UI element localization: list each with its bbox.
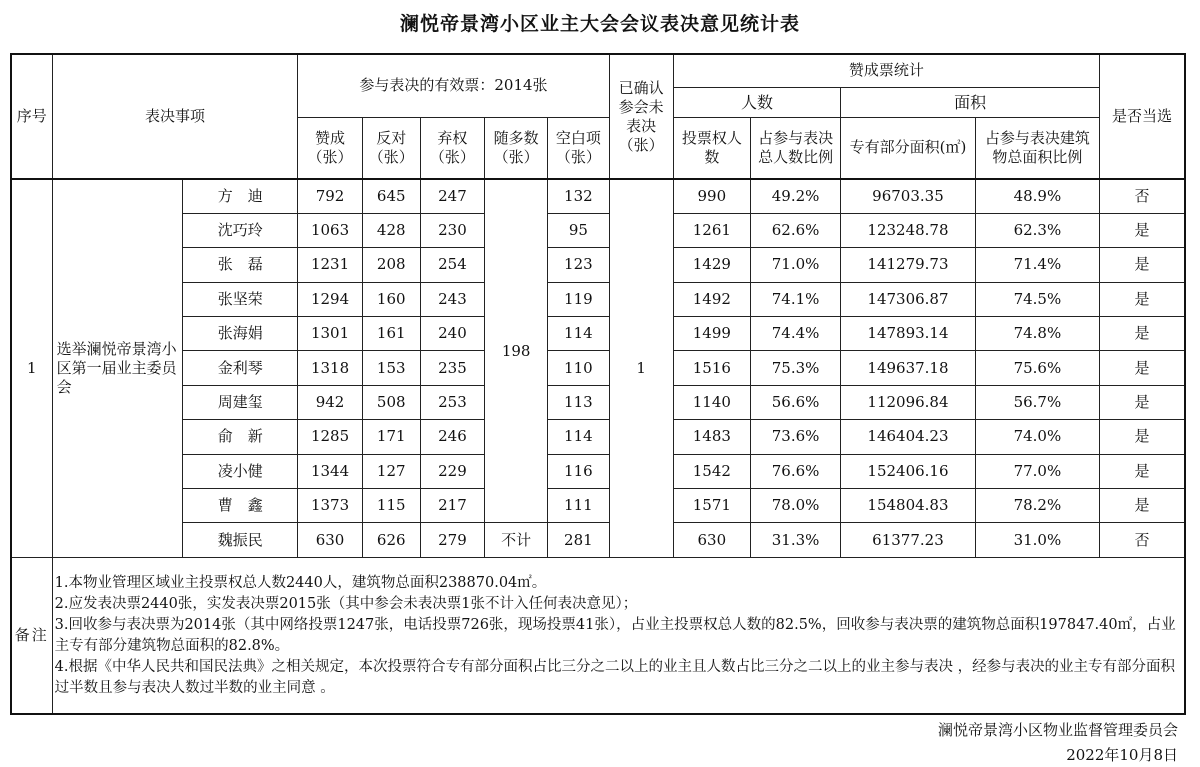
candidate-name: 曹 鑫 (183, 489, 298, 523)
area-ratio: 48.9% (975, 179, 1099, 213)
header-oppose: 反对（张） (362, 117, 420, 179)
oppose-count: 127 (362, 454, 420, 488)
header-follow-majority: 随多数（张） (485, 117, 548, 179)
abstain-count: 253 (420, 385, 484, 419)
item-seq: 1 (11, 179, 52, 557)
header-seq: 序号 (11, 54, 52, 179)
blank-count: 110 (548, 351, 609, 385)
area-ratio: 74.5% (975, 282, 1099, 316)
vote-statistics-table (10, 53, 1186, 715)
oppose-count: 508 (362, 385, 420, 419)
approve-count: 1301 (298, 317, 362, 351)
voters-ratio: 56.6% (750, 385, 840, 419)
note-2: 2.应发表决票2440张，实发表决票2015张（其中参会未表决票1张不计入任何表决意见）； (54, 595, 638, 612)
approve-count: 1231 (298, 248, 362, 282)
blank-count: 116 (548, 454, 609, 488)
voters-ratio: 74.4% (750, 317, 840, 351)
exclusive-area: 112096.84 (841, 385, 975, 419)
blank-count: 114 (548, 317, 609, 351)
area-ratio: 62.3% (975, 213, 1099, 247)
candidate-name: 金利琴 (183, 351, 298, 385)
exclusive-area: 152406.16 (841, 454, 975, 488)
candidate-name: 方 迪 (183, 179, 298, 213)
footer-organization: 澜悦帝景湾小区物业监督管理委员会 (937, 721, 1178, 739)
abstain-count: 243 (420, 282, 484, 316)
header-confirmed-no-vote: 已确认参会未表决（张） (609, 54, 673, 179)
area-ratio: 56.7% (975, 385, 1099, 419)
voters-ratio: 78.0% (750, 489, 840, 523)
voters-ratio: 75.3% (750, 351, 840, 385)
header-exclusive-area: 专有部分面积(㎡) (841, 117, 975, 179)
header-area: 面积 (841, 87, 1100, 117)
page-title: 澜悦帝景湾小区业主大会会议表决意见统计表 (399, 13, 800, 35)
header-approve: 赞成（张） (298, 117, 362, 179)
approve-count: 1294 (298, 282, 362, 316)
voters-count: 1429 (673, 248, 750, 282)
table-row (11, 248, 1185, 282)
elected-status: 是 (1100, 282, 1185, 316)
oppose-count: 171 (362, 420, 420, 454)
blank-count: 111 (548, 489, 609, 523)
elected-status: 是 (1100, 351, 1185, 385)
candidate-name: 周建玺 (183, 385, 298, 419)
table-row (11, 317, 1185, 351)
area-ratio: 74.0% (975, 420, 1099, 454)
notes-content (52, 557, 1185, 714)
candidate-name: 张海娟 (183, 317, 298, 351)
exclusive-area: 146404.23 (841, 420, 975, 454)
candidate-name: 沈巧玲 (183, 213, 298, 247)
blank-count: 114 (548, 420, 609, 454)
voters-count: 630 (673, 523, 750, 557)
area-ratio: 71.4% (975, 248, 1099, 282)
exclusive-area: 147893.14 (841, 317, 975, 351)
abstain-count: 246 (420, 420, 484, 454)
confirmed-no-vote-count: 1 (609, 179, 673, 557)
voters-count: 1483 (673, 420, 750, 454)
voters-count: 1542 (673, 454, 750, 488)
oppose-count: 161 (362, 317, 420, 351)
approve-count: 1318 (298, 351, 362, 385)
voters-count: 1140 (673, 385, 750, 419)
voters-count: 990 (673, 179, 750, 213)
candidate-name: 张 磊 (183, 248, 298, 282)
footer-date: 2022年10月8日 (1066, 746, 1178, 764)
oppose-count: 160 (362, 282, 420, 316)
elected-status: 是 (1100, 385, 1185, 419)
note-4: 4.根据《中华人民共和国民法典》之相关规定，本次投票符合专有部分面积占比三分之二以上的业主且人数占比三分之二以上的业主参与表决 ，经参与表决的业主专有部分面积过半数且参与表决人数过半数的业主同意 。 (54, 658, 1176, 696)
note-1: 1.本物业管理区域业主投票权总人数2440人，建筑物总面积238870.04㎡。 (54, 574, 547, 591)
elected-status: 否 (1100, 179, 1185, 213)
blank-count: 119 (548, 282, 609, 316)
voters-ratio: 31.3% (750, 523, 840, 557)
blank-count: 95 (548, 213, 609, 247)
voters-count: 1492 (673, 282, 750, 316)
oppose-count: 626 (362, 523, 420, 557)
elected-status: 是 (1100, 489, 1185, 523)
follow-majority-count: 198 (485, 179, 548, 523)
exclusive-area: 61377.23 (841, 523, 975, 557)
elected-status: 是 (1100, 454, 1185, 488)
elected-status: 是 (1100, 248, 1185, 282)
header-voters-ratio: 占参与表决总人数比例 (750, 117, 840, 179)
abstain-count: 229 (420, 454, 484, 488)
oppose-count: 428 (362, 213, 420, 247)
header-blank: 空白项（张） (548, 117, 609, 179)
approve-count: 1063 (298, 213, 362, 247)
table-row (11, 213, 1185, 247)
abstain-count: 230 (420, 213, 484, 247)
table-row (11, 282, 1185, 316)
elected-status: 是 (1100, 420, 1185, 454)
elected-status: 是 (1100, 317, 1185, 351)
candidate-name: 魏振民 (183, 523, 298, 557)
voters-ratio: 73.6% (750, 420, 840, 454)
table-row (11, 489, 1185, 523)
header-voters: 投票权人数 (673, 117, 750, 179)
table-row (11, 179, 1185, 213)
voters-ratio: 74.1% (750, 282, 840, 316)
area-ratio: 74.8% (975, 317, 1099, 351)
follow-majority-count: 不计 (485, 523, 548, 557)
voters-count: 1261 (673, 213, 750, 247)
area-ratio: 78.2% (975, 489, 1099, 523)
area-ratio: 31.0% (975, 523, 1099, 557)
abstain-count: 247 (420, 179, 484, 213)
item-name: 选举澜悦帝景湾小区第一届业主委员会 (52, 179, 182, 557)
area-ratio: 75.6% (975, 351, 1099, 385)
oppose-count: 153 (362, 351, 420, 385)
header-people: 人数 (673, 87, 841, 117)
table-row (11, 454, 1185, 488)
exclusive-area: 149637.18 (841, 351, 975, 385)
approve-count: 1373 (298, 489, 362, 523)
candidate-name: 张坚荣 (183, 282, 298, 316)
table-row (11, 385, 1185, 419)
abstain-count: 235 (420, 351, 484, 385)
table-row (11, 523, 1185, 557)
approve-count: 630 (298, 523, 362, 557)
voters-count: 1571 (673, 489, 750, 523)
table-row (11, 420, 1185, 454)
exclusive-area: 147306.87 (841, 282, 975, 316)
blank-count: 113 (548, 385, 609, 419)
header-item: 表决事项 (52, 54, 298, 179)
approve-count: 942 (298, 385, 362, 419)
header-abstain: 弃权（张） (420, 117, 484, 179)
exclusive-area: 123248.78 (841, 213, 975, 247)
oppose-count: 645 (362, 179, 420, 213)
notes-label: 备注 (11, 557, 52, 714)
exclusive-area: 141279.73 (841, 248, 975, 282)
candidate-name: 凌小健 (183, 454, 298, 488)
header-valid-votes: 参与表决的有效票：2014张 (298, 54, 609, 117)
candidate-name: 俞 新 (183, 420, 298, 454)
elected-status: 否 (1100, 523, 1185, 557)
note-3: 3.回收参与表决票为2014张（其中网络投票1247张，电话投票726张，现场投票41张），占业主投票权总人数的82.5%，回收参与表决票的建筑物总面积197847.40㎡，占业主专有部分建筑物总面积的82.8%。 (54, 616, 1176, 654)
approve-count: 1344 (298, 454, 362, 488)
header-approve-stats: 赞成票统计 (673, 54, 1099, 87)
exclusive-area: 154804.83 (841, 489, 975, 523)
header-area-ratio: 占参与表决建筑物总面积比例 (975, 117, 1099, 179)
approve-count: 792 (298, 179, 362, 213)
voters-count: 1516 (673, 351, 750, 385)
area-ratio: 77.0% (975, 454, 1099, 488)
blank-count: 281 (548, 523, 609, 557)
blank-count: 132 (548, 179, 609, 213)
blank-count: 123 (548, 248, 609, 282)
voters-count: 1499 (673, 317, 750, 351)
oppose-count: 208 (362, 248, 420, 282)
approve-count: 1285 (298, 420, 362, 454)
voters-ratio: 49.2% (750, 179, 840, 213)
elected-status: 是 (1100, 213, 1185, 247)
abstain-count: 254 (420, 248, 484, 282)
exclusive-area: 96703.35 (841, 179, 975, 213)
oppose-count: 115 (362, 489, 420, 523)
voters-ratio: 62.6% (750, 213, 840, 247)
table-row (11, 351, 1185, 385)
header-elected: 是否当选 (1100, 54, 1185, 179)
abstain-count: 217 (420, 489, 484, 523)
abstain-count: 240 (420, 317, 484, 351)
voters-ratio: 76.6% (750, 454, 840, 488)
voters-ratio: 71.0% (750, 248, 840, 282)
abstain-count: 279 (420, 523, 484, 557)
